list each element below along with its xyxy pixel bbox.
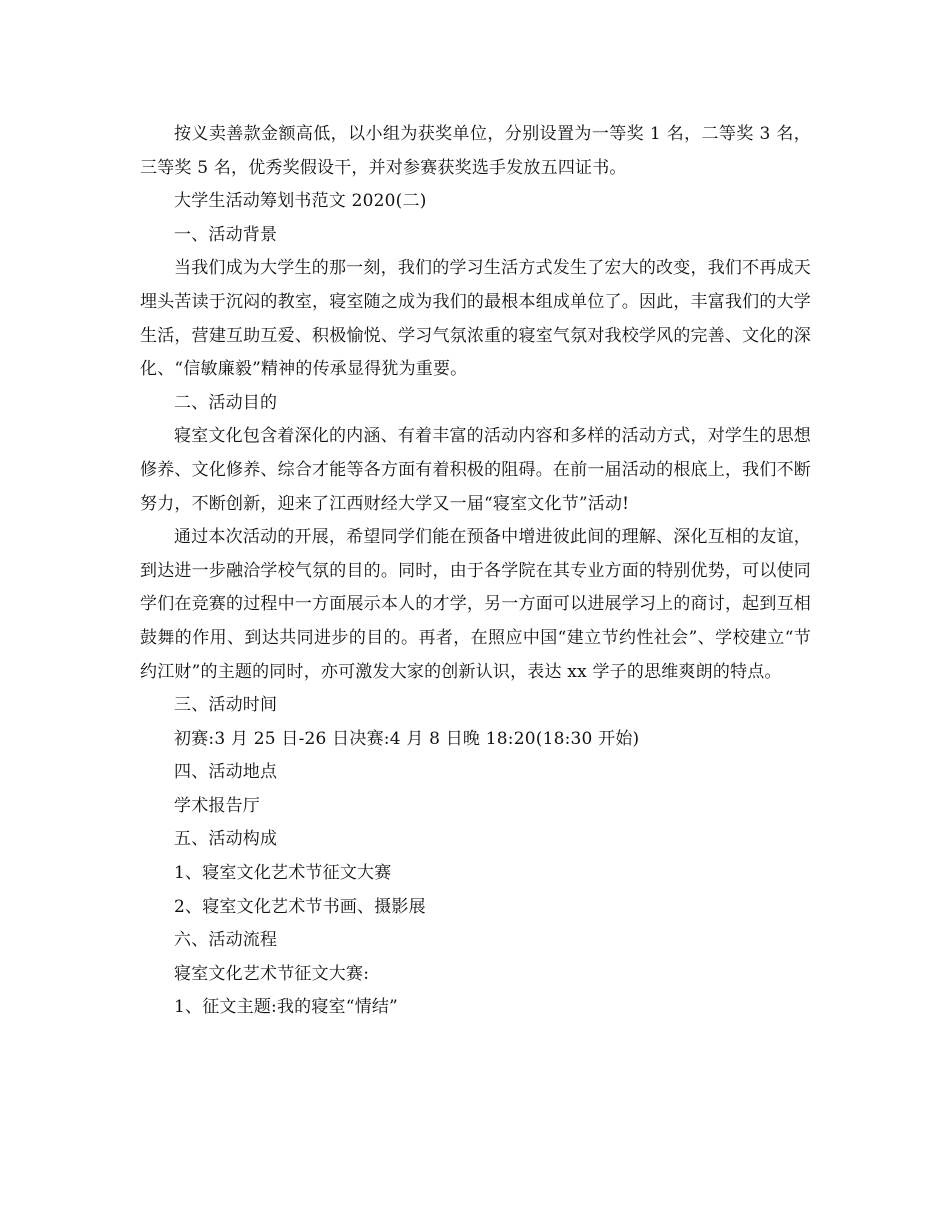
process-item-1: 1、征文主题:我的寝室“情结” [174,997,398,1018]
heading-composition: 五、活动构成 [174,829,278,850]
purpose-paragraph-2: 通过本次活动的开展，希望同学们能在预备中增进彼此间的理解、深化互相的友谊，到达进一步融洽学校气氛的目的。同时，由于各学院在其专业方面的特别优势，可以使同学们在竞赛的过程中一方面展示本人的才学，另一方面可以进展学习上的商讨，起到互相鼓舞的作用、到达共同进步的目的。再者，在照应中国“建立节约性社会”、学校建立“节约江财”的主题的同时，亦可激发大家的创新认识，表达 xx 学子的思维爽朗的特点。 [140,527,811,682]
heading-time: 三、活动时间 [174,695,278,716]
composition-item-2: 2、寝室文化艺术节书画、摄影展 [174,896,426,917]
background-paragraph: 当我们成为大学生的那一刻，我们的学习生活方式发生了宏大的改变，我们不再成天埋头苦读于沉闷的教室，寝室随之成为我们的最根本组成单位了。因此，丰富我们的大学生活，营建互助互爱、积极愉悦、学习气氛浓重的寝室气氛对我校学风的完善、文化的深化、“信敏廉毅”精神的传承显得犹为重要。 [140,258,811,380]
heading-location: 四、活动地点 [174,762,278,783]
heading-process: 六、活动流程 [174,930,278,951]
award-paragraph: 按义卖善款金额高低，以小组为获奖单位，分别设置为一等奖 1 名，二等奖 3 名，三等奖 5 名，优秀奖假设干，并对参赛获奖选手发放五四证书。 [140,124,811,178]
heading-purpose: 二、活动目的 [174,392,278,413]
process-subtitle: 寝室文化艺术节征文大赛: [174,963,370,984]
section-title: 大学生活动筹划书范文 2020(二) [174,191,427,212]
composition-item-1: 1、寝室文化艺术节征文大赛 [174,863,392,884]
document-body [140,118,811,1025]
purpose-paragraph-1: 寝室文化包含着深化的内涵、有着丰富的活动内容和多样的活动方式，对学生的思想修养、文化修养、综合才能等各方面有着积极的阻碍。在前一届活动的根底上，我们不断努力，不断创新，迎来了江西财经大学又一届“寝室文化节”活动! [140,426,811,514]
heading-background: 一、活动背景 [174,224,278,245]
location-detail: 学术报告厅 [174,795,260,816]
time-detail: 初赛:3 月 25 日-26 日决赛:4 月 8 日晚 18:20(18:30 开始) [174,728,640,749]
